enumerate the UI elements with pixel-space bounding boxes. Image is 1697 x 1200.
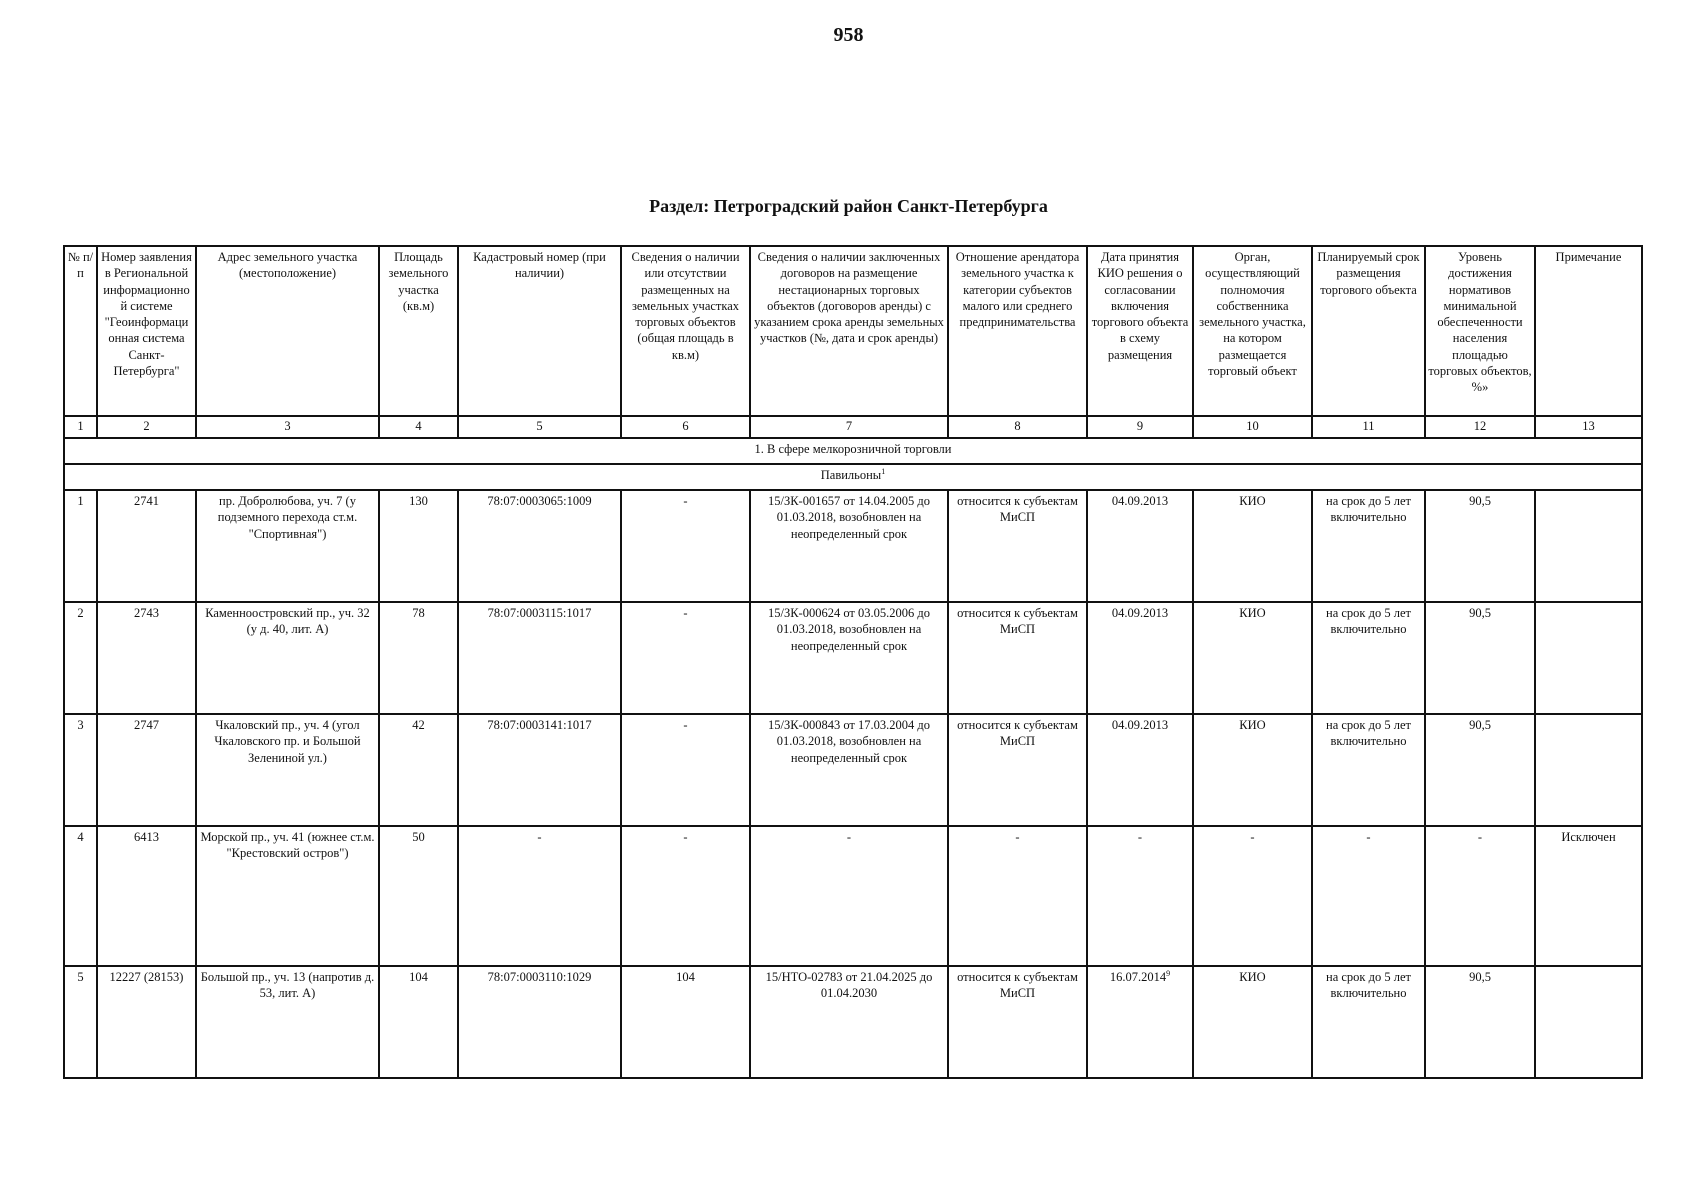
column-header: Дата принятия КИО решения о согласовании включения торгового объекта в схему размещения xyxy=(1087,246,1193,416)
cadastral-number: 78:07:0003115:1017 xyxy=(458,602,621,714)
registry-table xyxy=(63,245,1643,1079)
note: Исключен xyxy=(1535,826,1642,966)
contract-info: - xyxy=(750,826,948,966)
decision-date: 04.09.2013 xyxy=(1111,718,1169,732)
table-row xyxy=(64,602,1642,714)
existing-objects: - xyxy=(621,714,750,826)
existing-objects: - xyxy=(621,602,750,714)
contract-info: 15/ЗК-000843 от 17.03.2004 до 01.03.2018, возобновлен на неопределенный срок xyxy=(750,714,948,826)
decision-date: 04.09.2013 xyxy=(1111,494,1169,508)
subgroup-title: Павильоны xyxy=(820,468,882,482)
contract-info: 15/ЗК-000624 от 03.05.2006 до 01.03.2018, возобновлен на неопределенный срок xyxy=(750,602,948,714)
column-number-row xyxy=(64,416,1642,438)
column-number: 8 xyxy=(948,416,1087,438)
column-header: Отношение арендатора земельного участка к категории субъектов малого или среднего предпринимательства xyxy=(948,246,1087,416)
column-header: Уровень достижения нормативов минимальной обеспеченности населения площадью торговых объектов, %» xyxy=(1425,246,1535,416)
column-number: 11 xyxy=(1312,416,1425,438)
application-number: 12227 (28153) xyxy=(97,966,196,1078)
table-row xyxy=(64,714,1642,826)
row-number: 1 xyxy=(64,490,97,602)
authority: КИО xyxy=(1193,966,1312,1078)
header-row xyxy=(64,246,1642,416)
table-row xyxy=(64,826,1642,966)
note xyxy=(1535,602,1642,714)
footnote-marker: 9 xyxy=(1166,968,1171,978)
decision-date-cell xyxy=(1087,490,1193,602)
group-row xyxy=(64,438,1642,464)
column-number: 12 xyxy=(1425,416,1535,438)
decision-date-cell xyxy=(1087,966,1193,1078)
norm-level: - xyxy=(1425,826,1535,966)
column-number: 13 xyxy=(1535,416,1642,438)
authority: КИО xyxy=(1193,602,1312,714)
land-area: 78 xyxy=(379,602,458,714)
column-number: 2 xyxy=(97,416,196,438)
decision-date: - xyxy=(1137,830,1143,844)
column-header: Сведения о наличии заключенных договоров на размещение нестационарных торговых объектов (договоров аренды) с указанием срока аренды земельных участков (№, дата и срок аренды) xyxy=(750,246,948,416)
existing-objects: 104 xyxy=(621,966,750,1078)
land-area: 42 xyxy=(379,714,458,826)
authority: КИО xyxy=(1193,714,1312,826)
row-number: 2 xyxy=(64,602,97,714)
note xyxy=(1535,490,1642,602)
decision-date-cell xyxy=(1087,826,1193,966)
land-area: 104 xyxy=(379,966,458,1078)
table-row xyxy=(64,966,1642,1078)
column-number: 7 xyxy=(750,416,948,438)
sme-category: относится к субъектам МиСП xyxy=(948,714,1087,826)
norm-level: 90,5 xyxy=(1425,966,1535,1078)
placement-term: на срок до 5 лет включительно xyxy=(1312,966,1425,1078)
column-number: 10 xyxy=(1193,416,1312,438)
authority: - xyxy=(1193,826,1312,966)
note xyxy=(1535,966,1642,1078)
land-area: 50 xyxy=(379,826,458,966)
application-number: 2743 xyxy=(97,602,196,714)
address: Морской пр., уч. 41 (южнее ст.м. "Крестовский остров") xyxy=(196,826,379,966)
column-number: 1 xyxy=(64,416,97,438)
decision-date: 16.07.2014 xyxy=(1109,970,1167,984)
norm-level: 90,5 xyxy=(1425,602,1535,714)
row-number: 5 xyxy=(64,966,97,1078)
column-header: Кадастровый номер (при наличии) xyxy=(458,246,621,416)
decision-date-cell xyxy=(1087,602,1193,714)
subgroup-cell xyxy=(64,464,1642,490)
section-title: Раздел: Петроградский район Санкт-Петербурга xyxy=(649,196,1048,216)
placement-term: на срок до 5 лет включительно xyxy=(1312,602,1425,714)
note xyxy=(1535,714,1642,826)
existing-objects: - xyxy=(621,490,750,602)
column-number: 3 xyxy=(196,416,379,438)
placement-term: на срок до 5 лет включительно xyxy=(1312,490,1425,602)
application-number: 2741 xyxy=(97,490,196,602)
address: пр. Добролюбова, уч. 7 (у подземного перехода ст.м. "Спортивная") xyxy=(196,490,379,602)
column-header: № п/п xyxy=(64,246,97,416)
column-number: 4 xyxy=(379,416,458,438)
sme-category: относится к субъектам МиСП xyxy=(948,490,1087,602)
table-row xyxy=(64,490,1642,602)
column-number: 5 xyxy=(458,416,621,438)
column-header: Адрес земельного участка (местоположение) xyxy=(196,246,379,416)
address: Каменноостровский пр., уч. 32 (у д. 40, лит. А) xyxy=(196,602,379,714)
page-number: 958 xyxy=(833,24,864,46)
norm-level: 90,5 xyxy=(1425,490,1535,602)
decision-date-cell xyxy=(1087,714,1193,826)
sme-category: относится к субъектам МиСП xyxy=(948,966,1087,1078)
row-number: 3 xyxy=(64,714,97,826)
cadastral-number: 78:07:0003110:1029 xyxy=(458,966,621,1078)
column-header: Площадь земельного участка (кв.м) xyxy=(379,246,458,416)
column-number: 9 xyxy=(1087,416,1193,438)
address: Большой пр., уч. 13 (напротив д. 53, лит. А) xyxy=(196,966,379,1078)
column-number: 6 xyxy=(621,416,750,438)
placement-term: на срок до 5 лет включительно xyxy=(1312,714,1425,826)
norm-level: 90,5 xyxy=(1425,714,1535,826)
land-area: 130 xyxy=(379,490,458,602)
application-number: 6413 xyxy=(97,826,196,966)
column-header: Примечание xyxy=(1535,246,1642,416)
group-title: 1. В сфере мелкорозничной торговли xyxy=(64,438,1642,464)
contract-info: 15/НТО-02783 от 21.04.2025 до 01.04.2030 xyxy=(750,966,948,1078)
authority: КИО xyxy=(1193,490,1312,602)
footnote-marker: 1 xyxy=(881,466,886,476)
column-header: Планируемый срок размещения торгового объекта xyxy=(1312,246,1425,416)
address: Чкаловский пр., уч. 4 (угол Чкаловского пр. и Большой Зелениной ул.) xyxy=(196,714,379,826)
column-header: Номер заявления в Региональной информационно й системе "Геоинформаци онная система Санкт-Петербурга" xyxy=(97,246,196,416)
sme-category: - xyxy=(948,826,1087,966)
contract-info: 15/ЗК-001657 от 14.04.2005 до 01.03.2018, возобновлен на неопределенный срок xyxy=(750,490,948,602)
row-number: 4 xyxy=(64,826,97,966)
subgroup-row xyxy=(64,464,1642,490)
cadastral-number: 78:07:0003141:1017 xyxy=(458,714,621,826)
column-header: Орган, осуществляющий полномочия собственника земельного участка, на котором размещается торговый объект xyxy=(1193,246,1312,416)
application-number: 2747 xyxy=(97,714,196,826)
cadastral-number: 78:07:0003065:1009 xyxy=(458,490,621,602)
decision-date: 04.09.2013 xyxy=(1111,606,1169,620)
column-header: Сведения о наличии или отсутствии размещенных на земельных участках торговых объектов (общая площадь в кв.м) xyxy=(621,246,750,416)
placement-term: - xyxy=(1312,826,1425,966)
cadastral-number: - xyxy=(458,826,621,966)
existing-objects: - xyxy=(621,826,750,966)
sme-category: относится к субъектам МиСП xyxy=(948,602,1087,714)
